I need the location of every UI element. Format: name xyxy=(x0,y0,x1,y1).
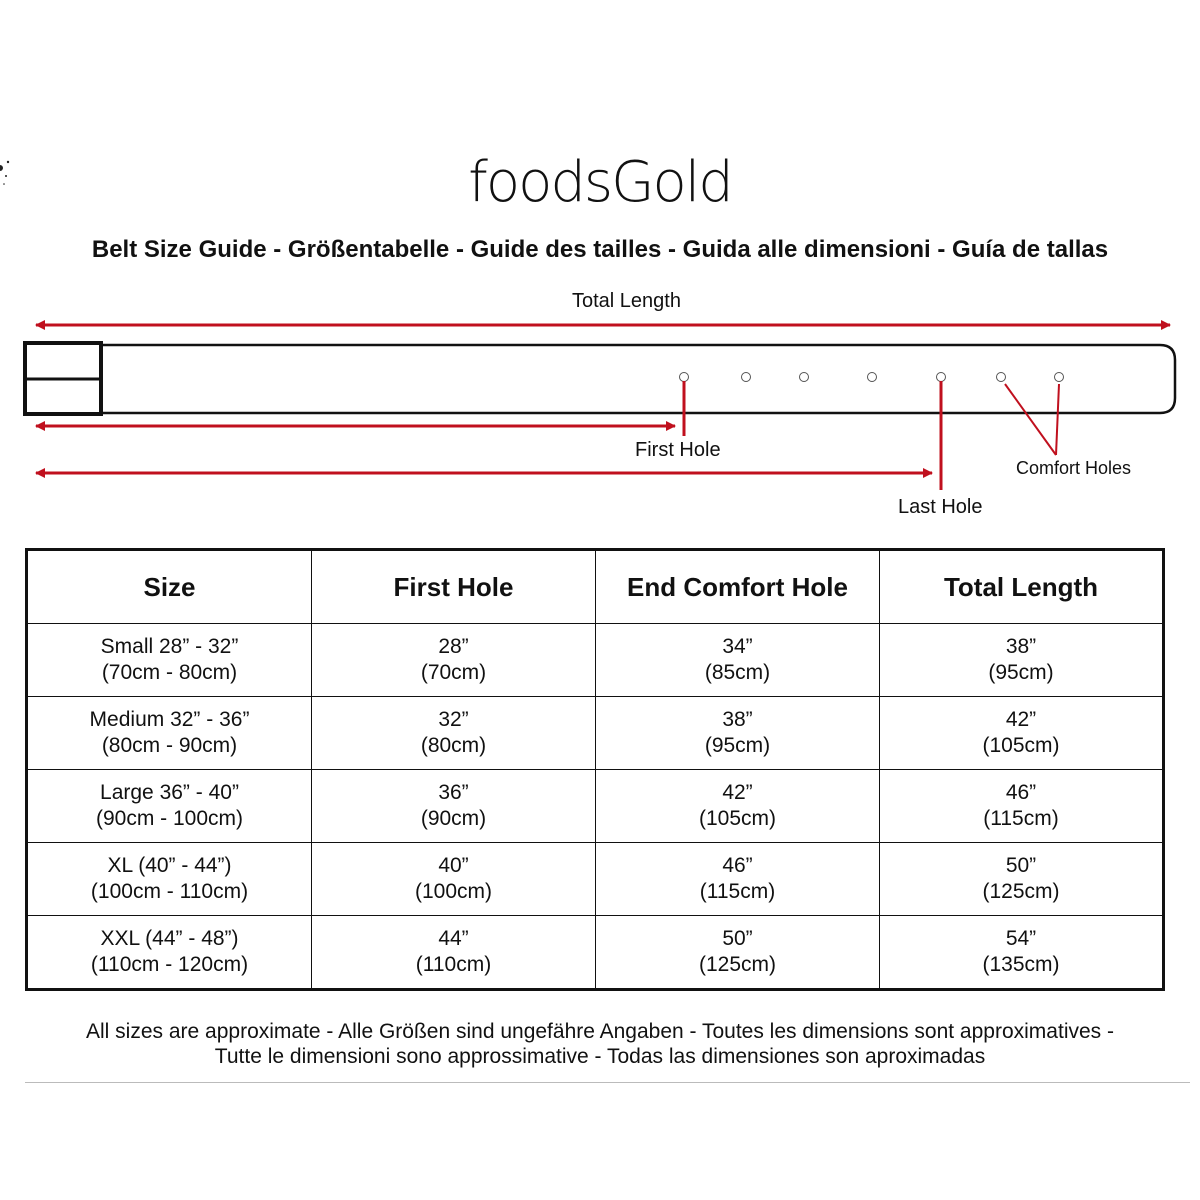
belt-strap xyxy=(100,345,1175,413)
first-hole-cell: 44” (110cm) xyxy=(312,916,596,990)
header-end-comfort-hole: End Comfort Hole xyxy=(596,550,880,624)
belt-hole xyxy=(868,373,877,382)
size-cell: Small 28” - 32” (70cm - 80cm) xyxy=(27,624,312,697)
table-row xyxy=(27,843,1164,916)
belt-hole-last xyxy=(937,373,946,382)
brand-logo xyxy=(0,150,1200,215)
first-hole-cell: 40” (100cm) xyxy=(312,843,596,916)
size-table xyxy=(25,548,1165,991)
total-length-label: Total Length xyxy=(572,290,681,312)
belt-hole-comfort xyxy=(997,373,1006,382)
header-size: Size xyxy=(27,550,312,624)
total-length-cell: 38” (95cm) xyxy=(880,624,1164,697)
footnote xyxy=(0,1019,1200,1069)
size-cell: Medium 32” - 36” (80cm - 90cm) xyxy=(27,697,312,770)
divider xyxy=(25,1082,1190,1083)
header-total-length: Total Length xyxy=(880,550,1164,624)
total-length-cell: 50” (125cm) xyxy=(880,843,1164,916)
size-cell: XXL (44” - 48”) (110cm - 120cm) xyxy=(27,916,312,990)
end-comfort-hole-cell: 46” (115cm) xyxy=(596,843,880,916)
end-comfort-hole-cell: 34” (85cm) xyxy=(596,624,880,697)
table-row xyxy=(27,916,1164,990)
table-row xyxy=(27,770,1164,843)
first-hole-label: First Hole xyxy=(635,439,721,461)
size-cell: Large 36” - 40” (90cm - 100cm) xyxy=(27,770,312,843)
brand-logo-text: foodsGold xyxy=(468,150,732,215)
total-length-cell: 42” (105cm) xyxy=(880,697,1164,770)
header-first-hole: First Hole xyxy=(312,550,596,624)
table-row xyxy=(27,624,1164,697)
belt-hole-comfort xyxy=(1055,373,1064,382)
belt-hole xyxy=(742,373,751,382)
belt-diagram xyxy=(0,280,1200,520)
comfort-holes-label: Comfort Holes xyxy=(1016,458,1132,478)
last-hole-label: Last Hole xyxy=(898,496,983,518)
belt-hole xyxy=(800,373,809,382)
ink-splatter-icon xyxy=(0,158,14,188)
first-hole-cell: 36” (90cm) xyxy=(312,770,596,843)
page-title: Belt Size Guide - Größentabelle - Guide des tailles - Guida alle dimensioni - Guía de tallas xyxy=(91,236,1109,263)
footnote-line-2: Tutte le dimensioni sono approssimative - Todas las dimensiones son aproximadas xyxy=(214,1045,986,1068)
table-header-row xyxy=(27,550,1164,624)
first-hole-cell: 28” (70cm) xyxy=(312,624,596,697)
table-row xyxy=(27,697,1164,770)
end-comfort-hole-cell: 42” (105cm) xyxy=(596,770,880,843)
comfort-hole-pointer xyxy=(1005,384,1056,455)
footnote-line-1: All sizes are approximate - Alle Größen sind ungefähre Angaben - Toutes les dimensions sont approximatives - xyxy=(86,1020,1114,1043)
size-cell: XL (40” - 44”) (100cm - 110cm) xyxy=(27,843,312,916)
first-hole-cell: 32” (80cm) xyxy=(312,697,596,770)
total-length-cell: 54” (135cm) xyxy=(880,916,1164,990)
total-length-cell: 46” (115cm) xyxy=(880,770,1164,843)
belt-hole-first xyxy=(680,373,689,382)
end-comfort-hole-cell: 50” (125cm) xyxy=(596,916,880,990)
end-comfort-hole-cell: 38” (95cm) xyxy=(596,697,880,770)
comfort-hole-pointer xyxy=(1056,384,1059,455)
